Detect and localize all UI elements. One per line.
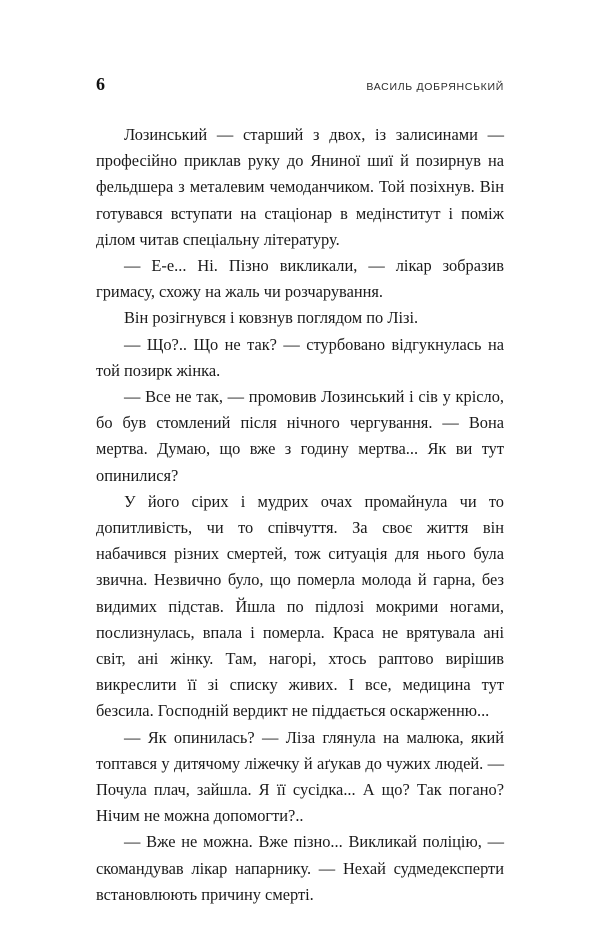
paragraph: У його сірих і мудрих очах промайнула чи то допитливість, чи то співчуття. За своє життя він набачився різних смертей, тож ситуація для нього була звична. Незвично було, що померла молода й гарна, без видимих підстав. Йшла по підлозі мокрими ногами, послизнулась, впала і померла. Краса не врятувала ані світ, ані жінку. Там, нагорі, хтось раптово вирішив викреслити її зі списку живих. І все, медицина тут безсила. Господній вердикт не піддається оскарженню... [96, 491, 504, 721]
page-number: 6 [96, 74, 106, 94]
running-head [96, 74, 504, 94]
paragraph: Лозинський — старший з двох, із залисинами — професійно приклав руку до Яниної шиї й позирнув на фельдшера з металевим чемоданчиком. Той позіхнув. Він готувався вступати на стаціонар в медінститут і поміж ділом читав спеціальну літературу. [96, 125, 504, 249]
paragraph: — Як опинилась? — Ліза глянула на малюка, який топтався у дитячому ліжечку й аґукав до чужих людей. — Почула плач, зайшла. Я її сусідка... А що? Так погано? Нічим не можна допомогти?.. [96, 727, 504, 826]
paragraph: Він розігнувся і ковзнув поглядом по Лізі. [124, 308, 419, 328]
paragraph: — Е-е... Ні. Пізно викликали, — лікар зобразив гримасу, схожу на жаль чи розчарування. [96, 256, 504, 302]
paragraph: — Що?.. Що не так? — стурбовано відгукнулась на той позирк жінка. [96, 334, 504, 380]
body-text [96, 122, 504, 908]
paragraph: — Вже не можна. Вже пізно... Викликай поліцію, — скомандував лікар напарнику. — Нехай судмедексперти встановлюють причину смерті. [96, 832, 504, 904]
running-head-title: ВАСИЛЬ ДОБРЯНСЬКИЙ [366, 81, 504, 93]
paragraph: — Все не так, — промовив Лозинський і сів у крісло, бо був стомлений після нічного чергування. — Вона мертва. Думаю, що вже з годину мертва... Як ви тут опинилися? [96, 387, 504, 485]
